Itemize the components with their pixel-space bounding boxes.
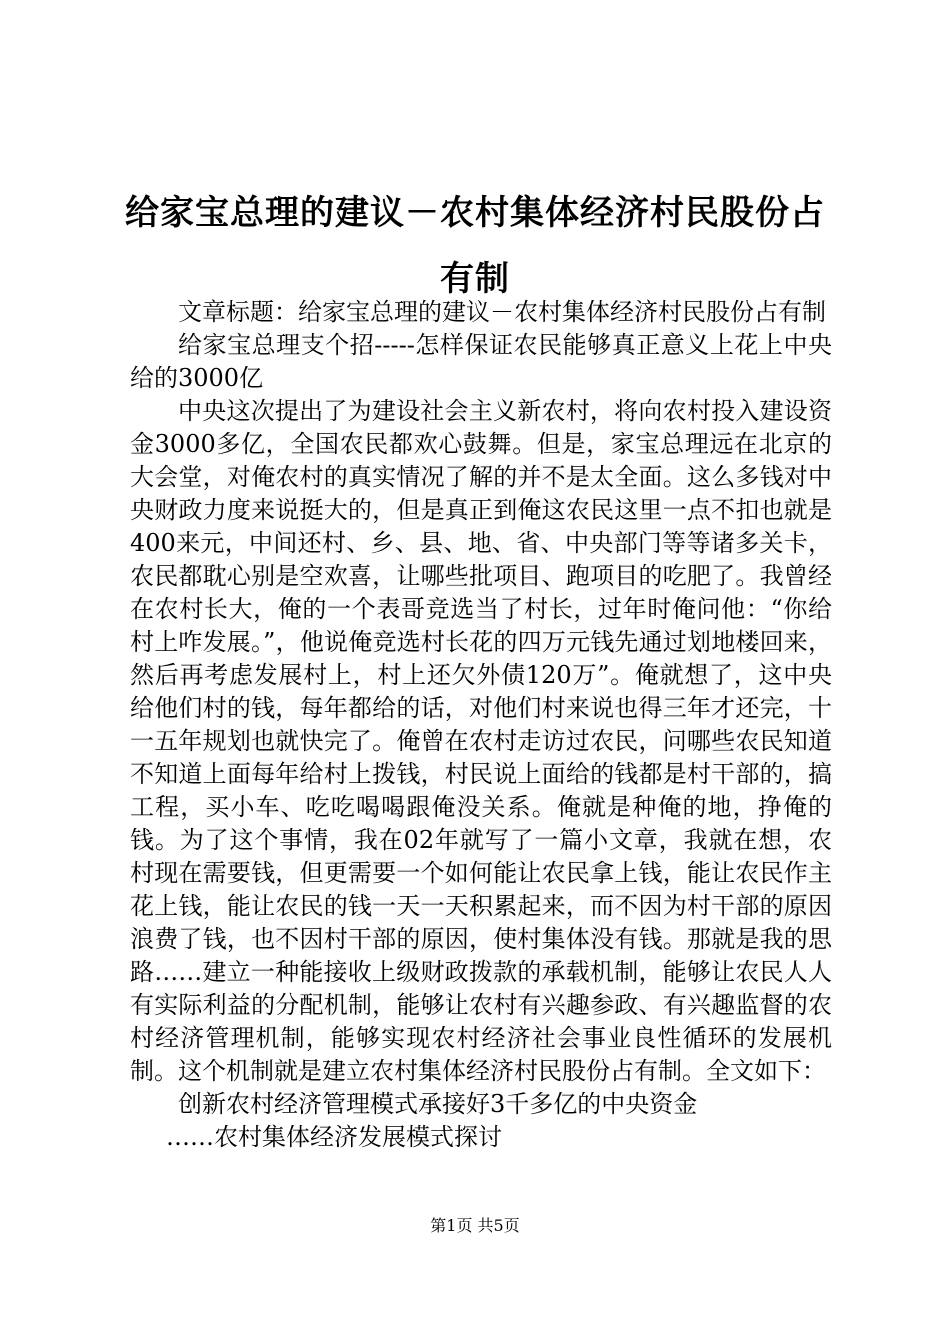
section-subheading: ……农村集体经济发展模式探讨	[166, 1123, 502, 1151]
subtitle-paragraph: 给家宝总理支个招-----怎样保证农民能够真正意义上花上中央给的3000亿	[130, 331, 832, 392]
main-paragraph: 中央这次提出了为建设社会主义新农村，将向农村投入建设资金3000多亿，全国农民都欢心鼓舞。但是，家宝总理远在北京的大会堂，对俺农村的真实情况了解的并不是太全面。这么多钱对中央财政力度来说挺大的，但是真正到俺这农民这里一点不扣也就是400来元，中间还村、乡、县、地、省、中央部门等等诸多关卡，农民都耽心别是空欢喜，让哪些批项目、跑项目的吃肥了。我曾经在农村长大，俺的一个表哥竞选当了村长，过年时俺问他：“你给村上咋发展。”，他说俺竞选村长花的四万元钱先通过划地楼回来，然后再考虑发展村上，村上还欠外债120万”。俺就想了，这中央给他们村的钱，每年都给的话，对他们村来说也得三年才还完，十一五年规划也就快完了。俺曾在农村走访过农民，问哪些农民知道不知道上面每年给村上拨钱，村民说上面给的钱都是村干部的，搞工程，买小车、吃吃喝喝跟俺没关系。俺就是种俺的地，挣俺的钱。为了这个事情，我在02年就写了一篇小文章，我就在想，农村现在需要钱，但更需要一个如何能让农民拿上钱，能让农民作主花上钱，能让农民的钱一天一天积累起来，而不因为村干部的原因浪费了钱，也不因村干部的原因，使村集体没有钱。那就是我的思路……建立一种能接收上级财政拨款的承载机制，能够让农民人人有实际利益的分配机制，能够让农村有兴趣参政、有兴趣监督的农村经济管理机制，能够实现农村经济社会事业良性循环的发展机制。这个机制就是建立农村集体经济村民股份占有制。全文如下：	[130, 397, 832, 1085]
page-footer: 第1页 共5页	[430, 1216, 520, 1235]
section-heading: 创新农村经济管理模式承接好3千多亿的中央资金	[178, 1090, 698, 1118]
document-body	[130, 296, 832, 1154]
article-title-line: 文章标题：给家宝总理的建议－农村集体经济村民股份占有制	[178, 298, 826, 326]
document-title: 给家宝总理的建议－农村集体经济村民股份占有制	[125, 193, 825, 299]
